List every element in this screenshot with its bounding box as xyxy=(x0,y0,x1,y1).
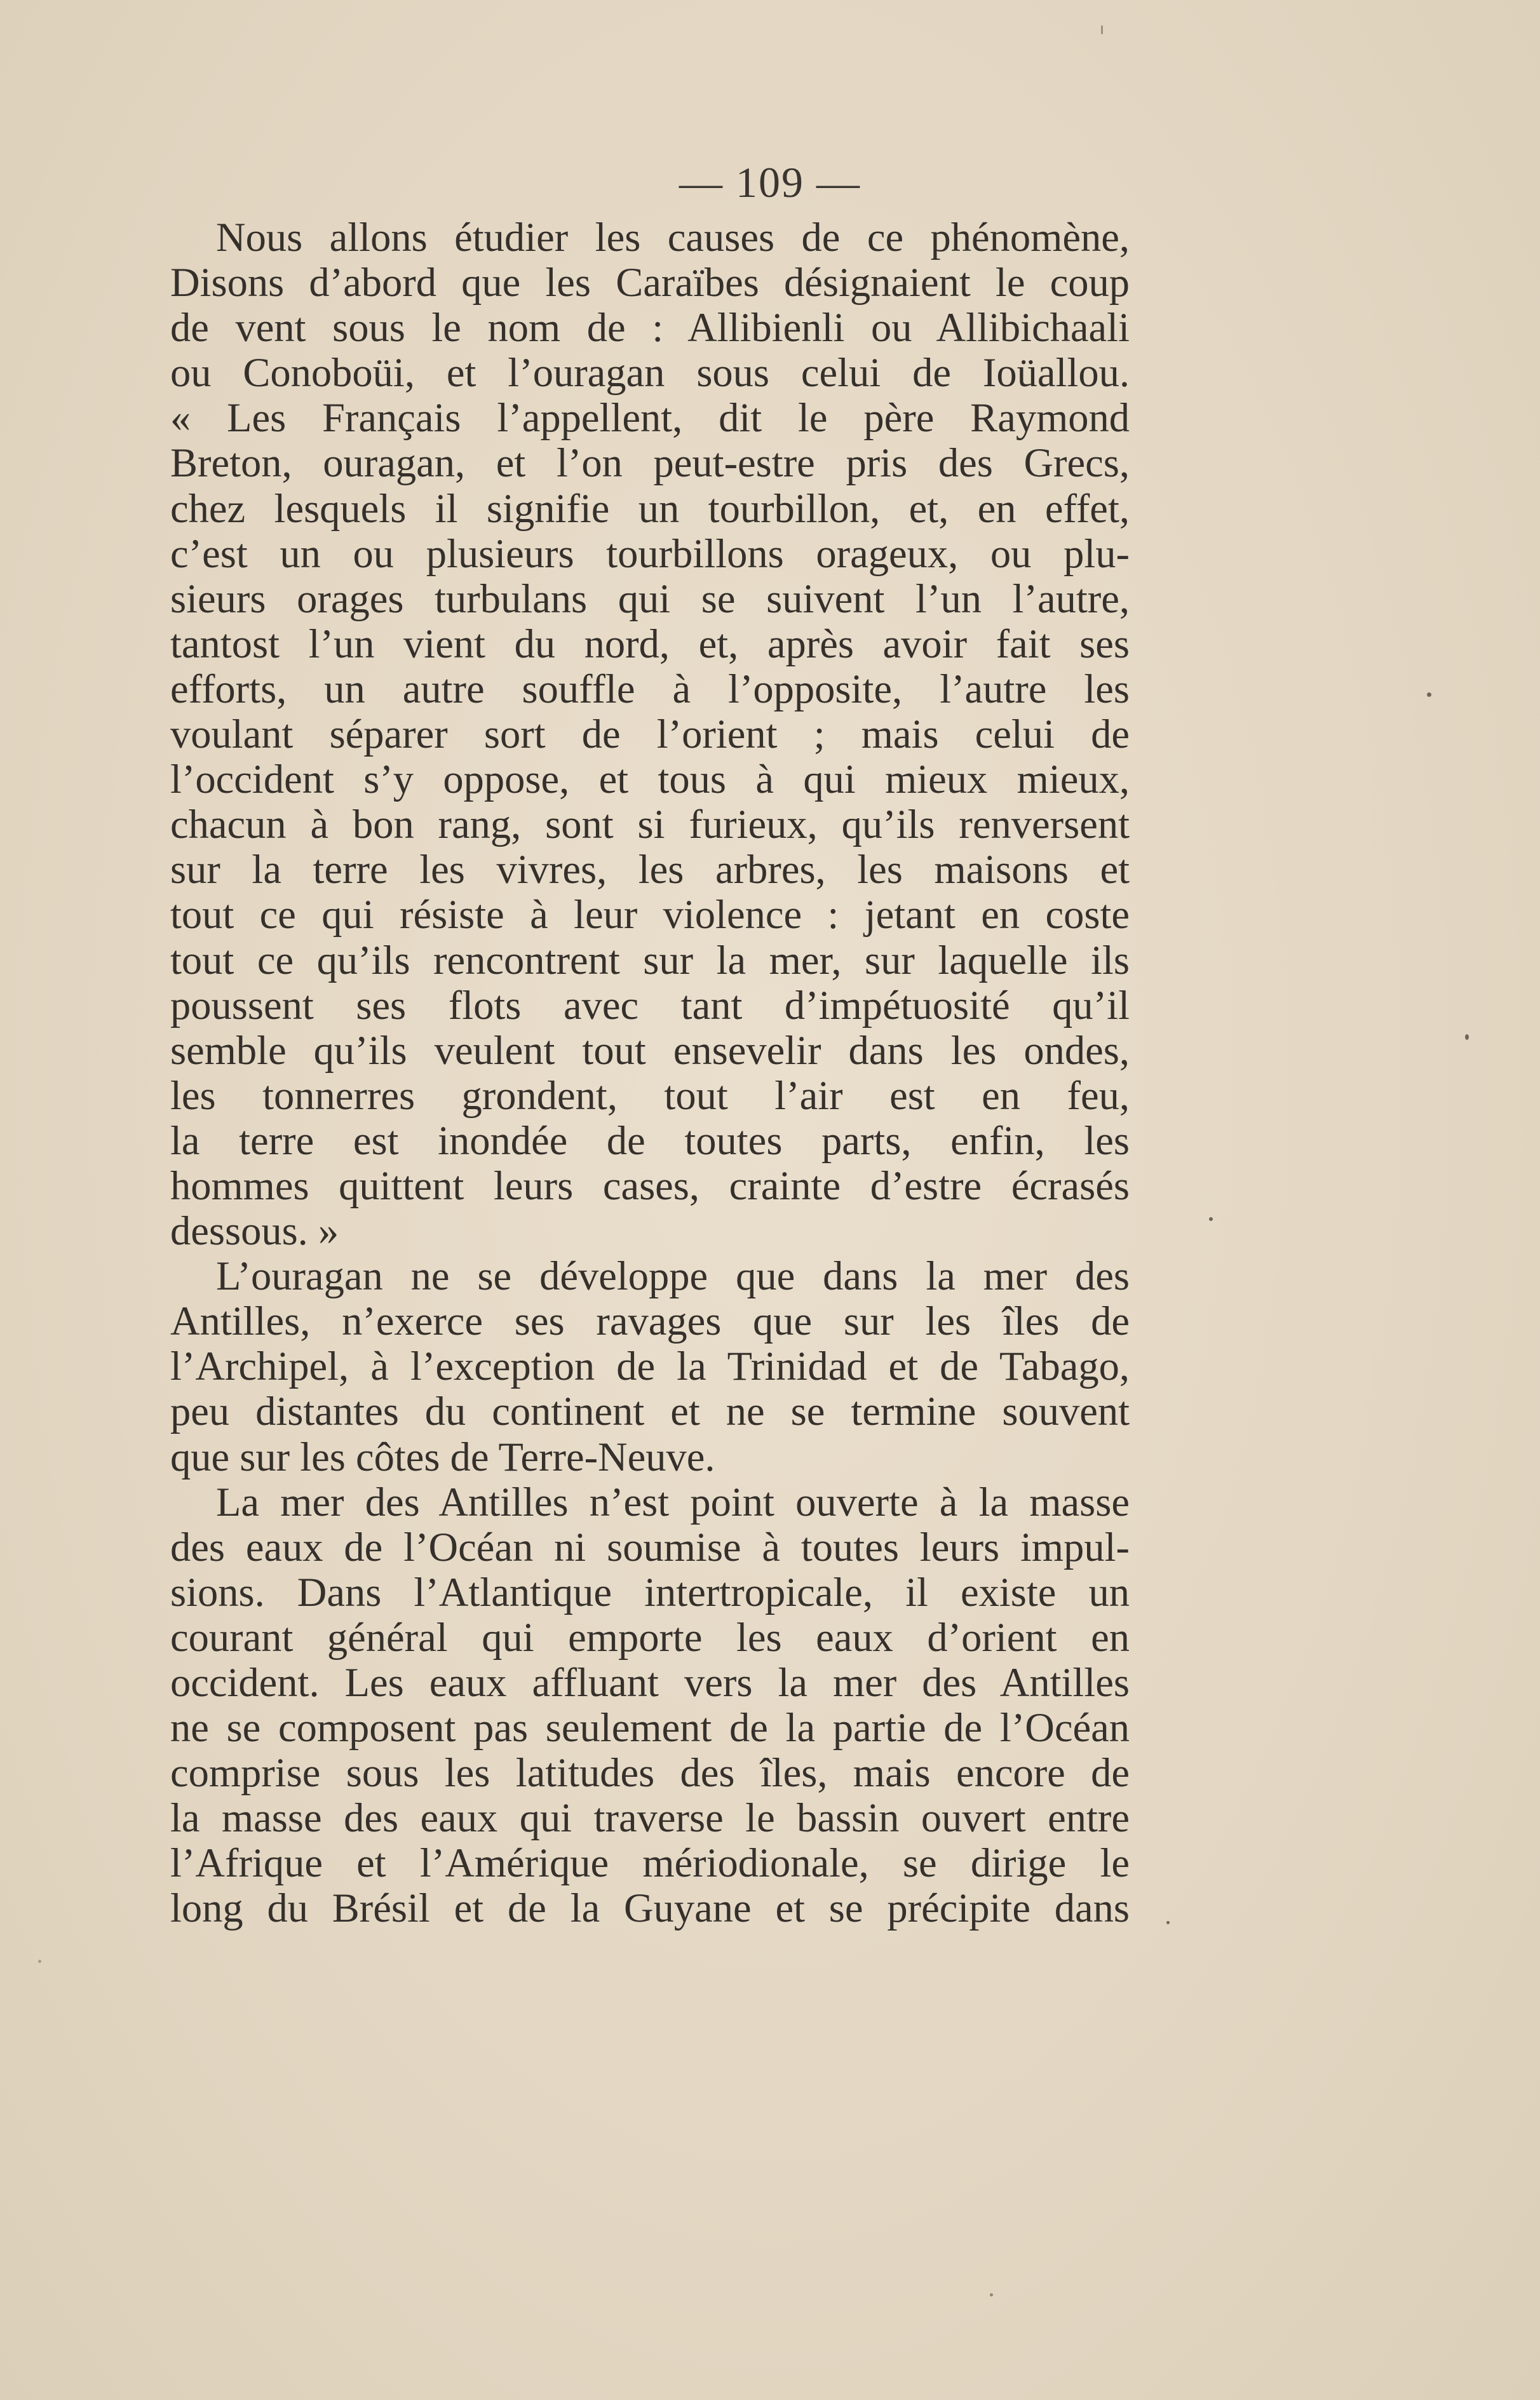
text-line: chez lesquels il signifie un tourbillon, et, en effet, xyxy=(170,485,1130,531)
text-line: de vent sous le nom de : Allibienli ou Allibichaali xyxy=(170,305,1130,351)
text-line: l’Afrique et l’Amérique mériodionale, se dirige le xyxy=(170,1840,1130,1886)
text-line: occident. Les eaux affluant vers la mer des Antilles xyxy=(170,1660,1130,1705)
paper-speck xyxy=(1166,1921,1170,1924)
text-line: tout ce qu’ils rencontrent sur la mer, sur laquelle ils xyxy=(170,937,1130,983)
text-line: chacun à bon rang, sont si furieux, qu’ils renversent xyxy=(170,802,1130,847)
text-line: les tonnerres grondent, tout l’air est en feu, xyxy=(170,1072,1130,1118)
text-line: « Les Français l’appellent, dit le père Raymond xyxy=(170,395,1130,441)
paper-speck xyxy=(1465,1034,1469,1040)
text-line: dessous. » xyxy=(170,1208,339,1254)
body-text xyxy=(170,215,1130,1931)
text-line: l’occident s’y oppose, et tous à qui mieux mieux, xyxy=(170,757,1130,802)
text-line: efforts, un autre souffle à l’opposite, l’autre les xyxy=(170,666,1130,711)
text-line: long du Brésil et de la Guyane et se précipite dans xyxy=(170,1885,1130,1931)
text-line: tantost l’un vient du nord, et, après avoir fait ses xyxy=(170,621,1130,666)
text-line: voulant séparer sort de l’orient ; mais celui de xyxy=(170,711,1130,757)
text-line: sur la terre les vivres, les arbres, les maisons et xyxy=(170,847,1130,893)
text-line: sions. Dans l’Atlantique intertropicale, il existe un xyxy=(170,1569,1130,1615)
text-line: l’Archipel, à l’exception de la Trinidad et de Tabago, xyxy=(170,1344,1130,1389)
text-line: ne se composent pas seulement de la partie de l’Océan xyxy=(170,1705,1130,1751)
text-line: ou Conoboüi, et l’ouragan sous celui de Ioüallou. xyxy=(170,350,1130,396)
text-line: courant général qui emporte les eaux d’orient en xyxy=(170,1614,1130,1660)
text-line: c’est un ou plusieurs tourbillons orageux, ou plu- xyxy=(170,530,1130,576)
text-line: que sur les côtes de Terre-Neuve. xyxy=(170,1434,715,1480)
text-line: semble qu’ils veulent tout ensevelir dans les ondes, xyxy=(170,1027,1130,1073)
text-line: La mer des Antilles n’est point ouverte à la masse xyxy=(216,1479,1130,1525)
text-line: tout ce qui résiste à leur violence : jetant en coste xyxy=(170,892,1130,938)
text-line: Nous allons étudier les causes de ce phénomène, xyxy=(216,215,1130,260)
text-line: Breton, ouragan, et l’on peut-estre pris des Grecs, xyxy=(170,440,1130,486)
text-line: poussent ses flots avec tant d’impétuosité qu’il xyxy=(170,982,1130,1028)
text-line: L’ouragan ne se développe que dans la mer des xyxy=(216,1253,1130,1299)
text-line: sieurs orages turbulans qui se suivent l’un l’autre, xyxy=(170,576,1130,621)
text-line: des eaux de l’Océan ni soumise à toutes leurs impul- xyxy=(170,1524,1130,1570)
text-line: peu distantes du continent et ne se termine souvent xyxy=(170,1389,1130,1434)
page-number: — 109 — xyxy=(679,158,861,206)
paper-speck xyxy=(38,1960,41,1963)
text-line: Antilles, n’exerce ses ravages que sur les îles de xyxy=(170,1298,1130,1344)
paper-speck xyxy=(1427,692,1431,697)
paper-speck xyxy=(1101,25,1103,34)
paper-speck xyxy=(990,2293,993,2296)
paper-speck xyxy=(1209,1217,1213,1221)
text-line: Disons d’abord que les Caraïbes désignaient le coup xyxy=(170,260,1130,306)
text-line: la terre est inondée de toutes parts, enfin, les xyxy=(170,1117,1130,1163)
text-line: comprise sous les latitudes des îles, mais encore de xyxy=(170,1750,1130,1796)
text-line: hommes quittent leurs cases, crainte d’estre écrasés xyxy=(170,1163,1130,1208)
text-line: la masse des eaux qui traverse le bassin ouvert entre xyxy=(170,1795,1130,1841)
